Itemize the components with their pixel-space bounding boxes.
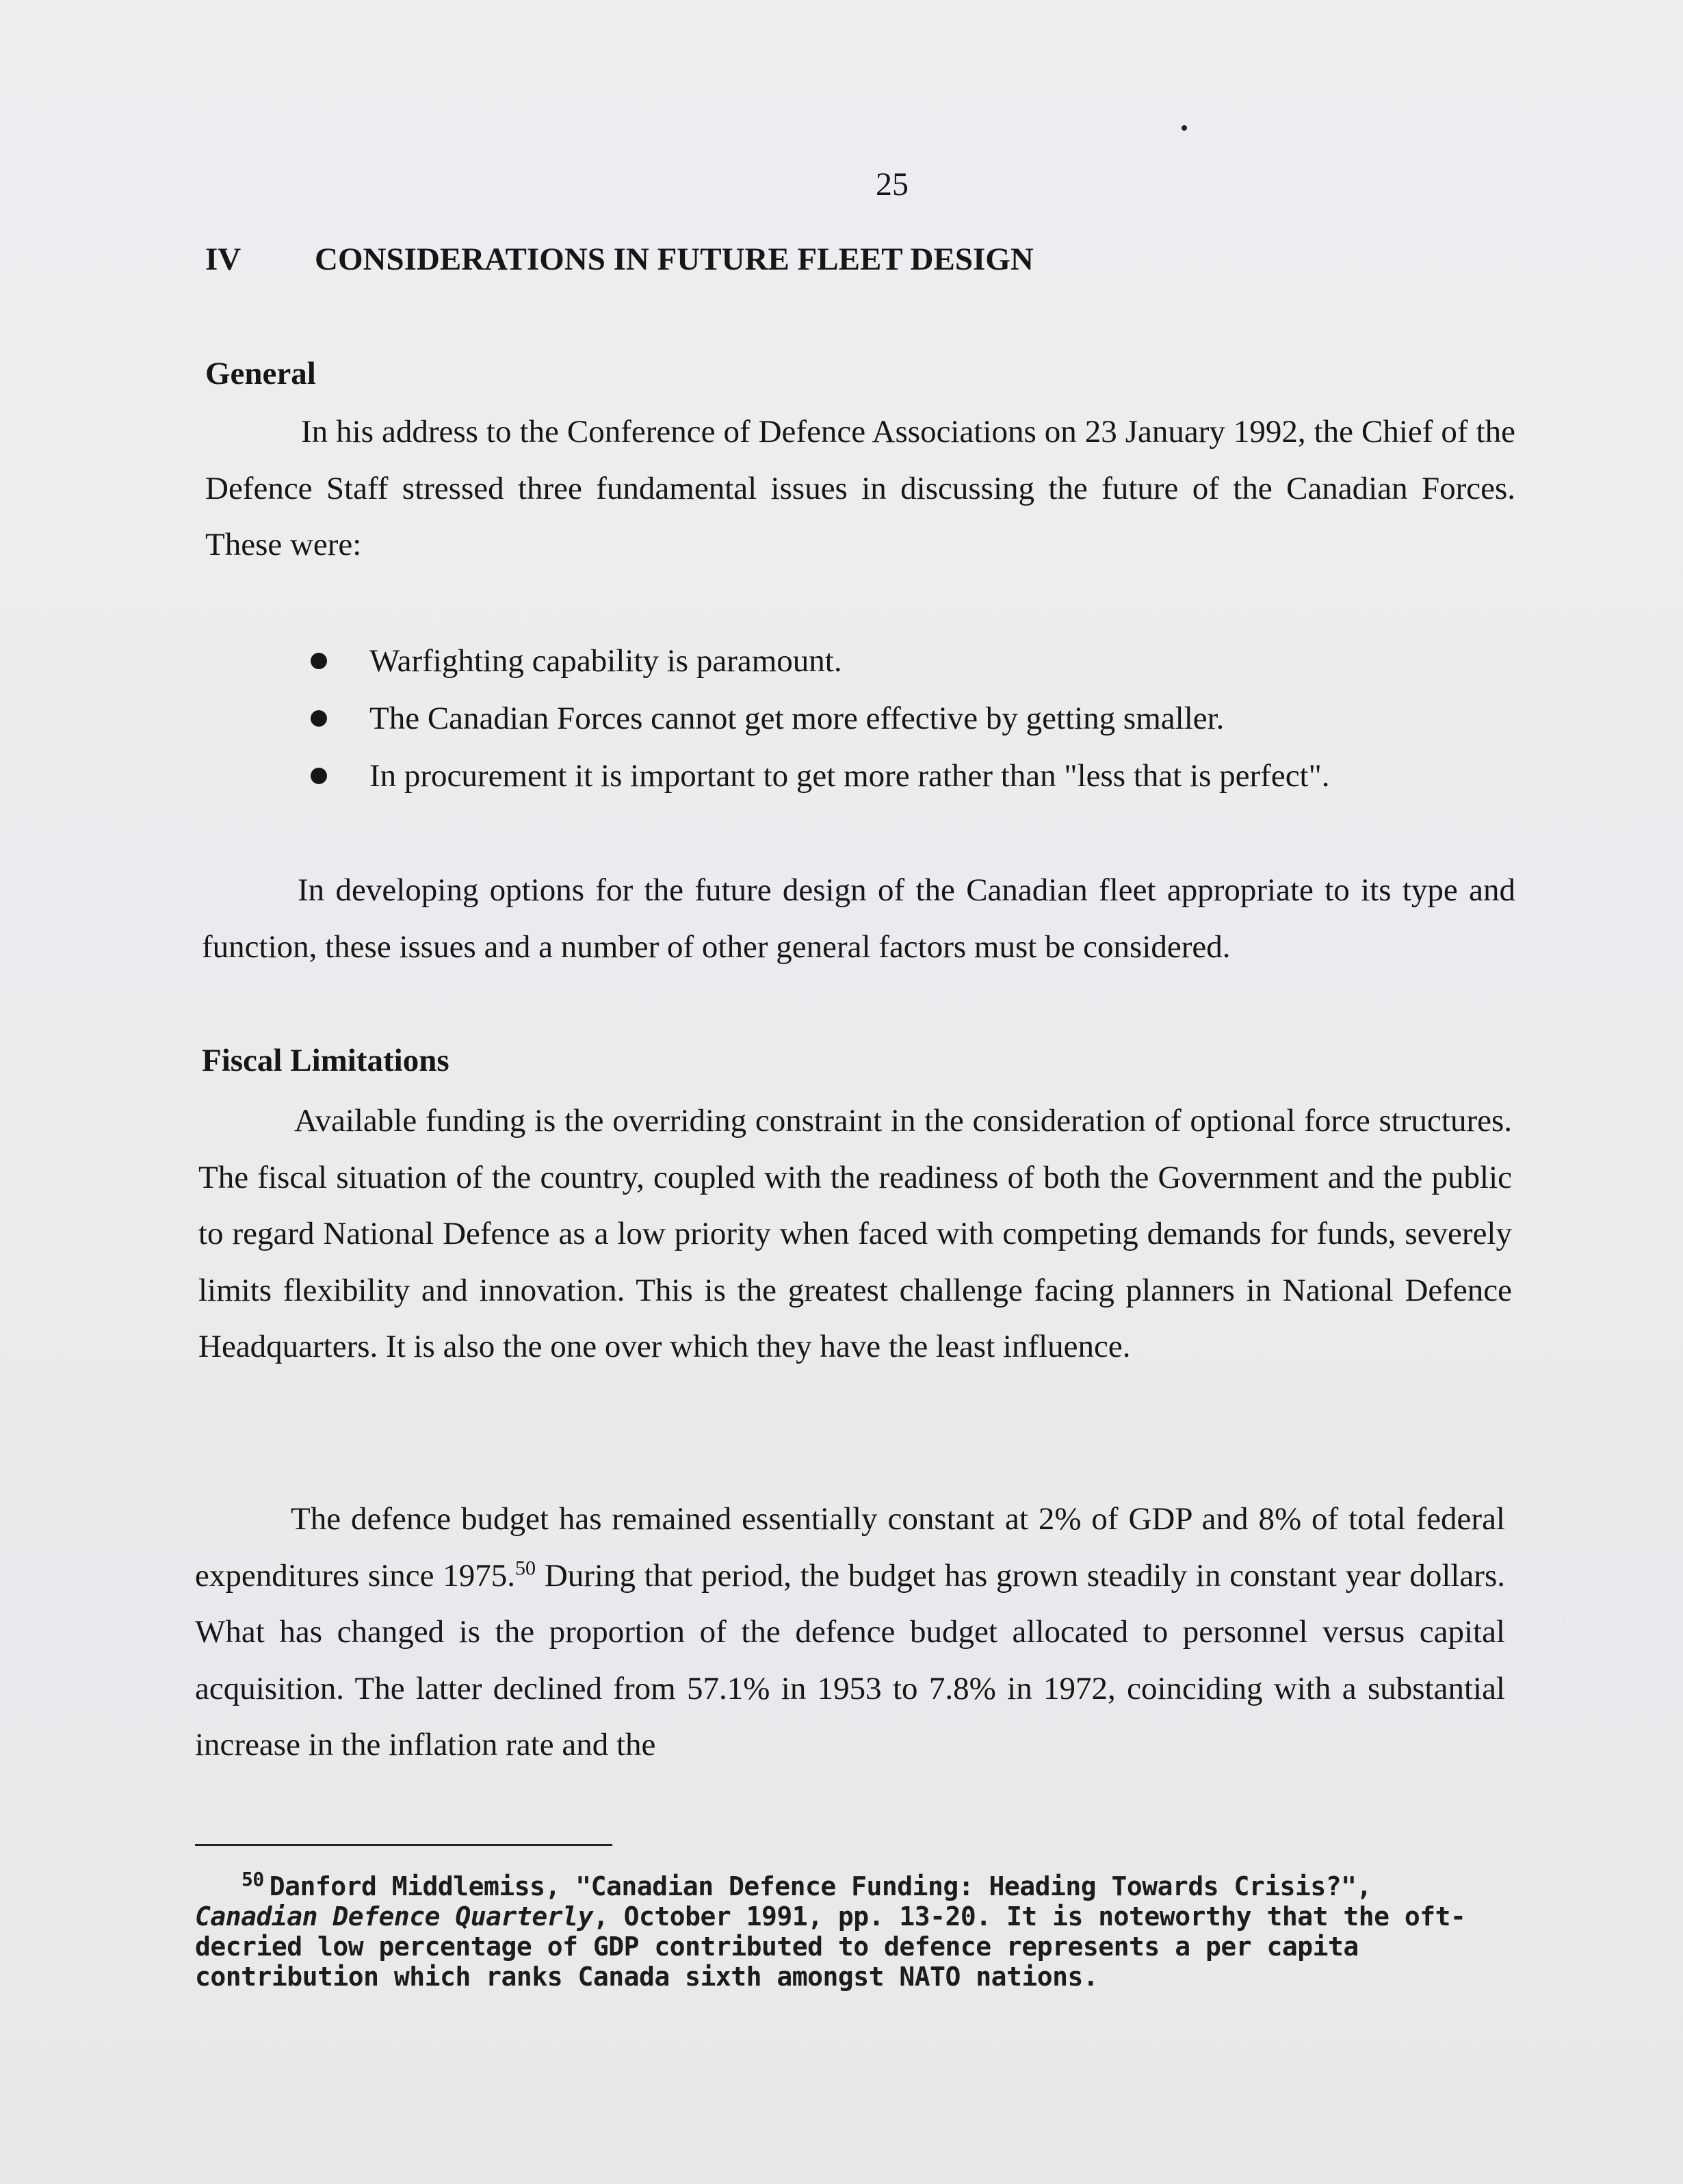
scan-speck: [1182, 125, 1187, 131]
fiscal-paragraph-1: [198, 1093, 1512, 1375]
footnote-journal-title: Canadian Defence Quarterly: [195, 1901, 593, 1932]
fiscal-paragraph-2-text: The defence budget has remained essentially constant at 2% of GDP and 8% of total federal expenditures since 1975.: [195, 1501, 1505, 1594]
list-item-text: The Canadian Forces cannot get more effective by getting smaller.: [369, 701, 1225, 736]
general-heading: General: [205, 356, 316, 391]
list-item: [301, 632, 1574, 690]
section-heading: [205, 236, 1034, 283]
footnote-mark: 50: [242, 1868, 264, 1891]
bullet-icon: [311, 653, 327, 669]
footnote-text-continued: , October 1991, pp. 13-20. It is noteworthy that the oft-decried low percentage of GDP contributed to defence represents a per capita contribution which ranks Canada sixth amongst NATO nations.: [195, 1901, 1466, 1992]
fiscal-paragraph-2: [195, 1491, 1505, 1773]
options-paragraph-text: In developing options for the future design of the Canadian fleet appropriate to its type and function, these issues and a number of other general factors must be considered.: [202, 872, 1515, 965]
section-numeral: IV: [205, 242, 242, 277]
page-number: 25: [876, 166, 909, 203]
footnote-text: Danford Middlemiss, "Canadian Defence Funding: Heading Towards Crisis?",: [269, 1871, 1372, 1901]
general-intro-text: In his address to the Conference of Defence Associations on 23 January 1992, the Chief of the Defence Staff stressed three fundamental issues in discussing the future of the Canadian Forces. These were:: [205, 414, 1515, 562]
list-item-text: Warfighting capability is paramount.: [369, 643, 842, 679]
fiscal-paragraph-2-continuation: During that period, the budget has grown steadily in constant year dollars. What has changed is the proportion of the defence budget allocated to personnel versus capital acquisition. The latter declined from 57.1% in 1953 to 7.8% in 1972, coinciding with a substantial increase in the inflation rate and the: [195, 1557, 1505, 1763]
options-paragraph: [202, 862, 1515, 975]
list-item: [301, 747, 1574, 805]
footnote-reference: 50: [515, 1556, 536, 1579]
footnote: [195, 1868, 1505, 1992]
general-intro-paragraph: [205, 404, 1515, 573]
bullet-icon: [311, 768, 327, 784]
fiscal-heading: Fiscal Limitations: [202, 1043, 449, 1078]
issues-list: [301, 632, 1574, 805]
list-item: [301, 690, 1574, 747]
section-title: CONSIDERATIONS IN FUTURE FLEET DESIGN: [315, 242, 1034, 277]
bullet-icon: [311, 710, 327, 727]
footnote-divider: [195, 1844, 612, 1846]
fiscal-paragraph-1-text: Available funding is the overriding constraint in the consideration of optional force structures. The fiscal situation of the country, coupled with the readiness of both the Government and the public to regard National Defence as a low priority when faced with competing demands for funds, severely limits flexibility and innovation. This is the greatest challenge facing planners in National Defence Headquarters. It is also the one over which they have the least influence.: [198, 1103, 1512, 1364]
list-item-text: In procurement it is important to get more rather than "less that is perfect".: [369, 758, 1330, 794]
